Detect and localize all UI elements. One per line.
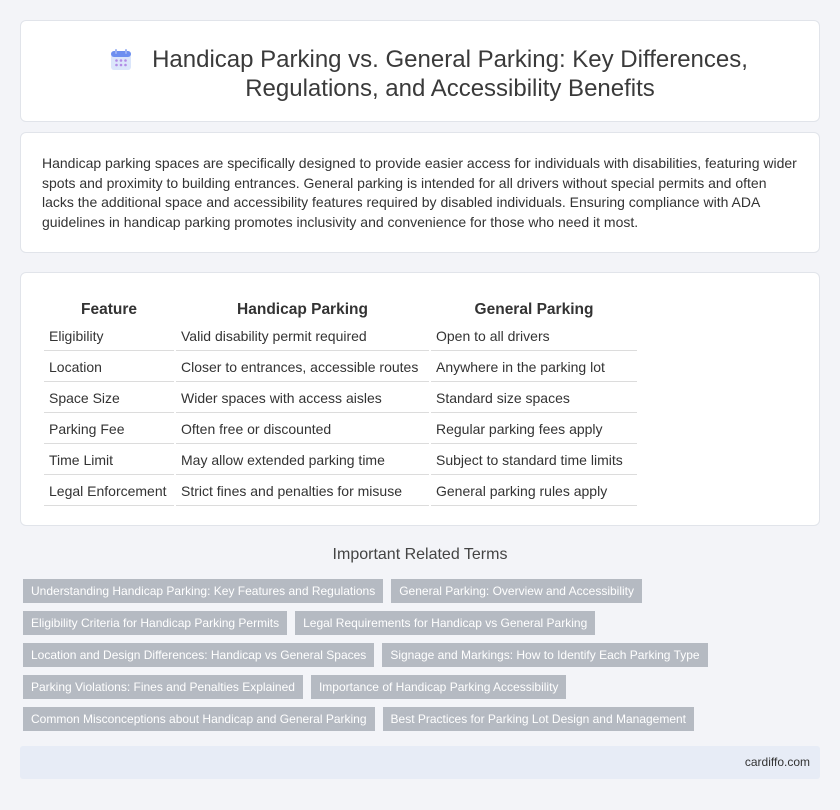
table-cell: Time Limit [44, 446, 174, 475]
table-cell: Closer to entrances, accessible routes [176, 353, 429, 382]
related-term-link[interactable]: Legal Requirements for Handicap vs General Parking [295, 611, 595, 635]
related-terms-list [23, 579, 823, 739]
table-row [44, 477, 637, 506]
table-cell: Location [44, 353, 174, 382]
tag-row [23, 675, 823, 699]
column-header: General Parking [474, 300, 594, 318]
footer-site-link[interactable]: cardiffo.com [744, 755, 810, 769]
table-cell: Strict fines and penalties for misuse [176, 477, 429, 506]
related-term-link[interactable]: Understanding Handicap Parking: Key Features and Regulations [23, 579, 383, 603]
column-header: Feature [81, 300, 137, 318]
table-cell: Open to all drivers [431, 322, 637, 351]
related-term-link[interactable]: Parking Violations: Fines and Penalties Explained [23, 675, 303, 699]
table-cell: Regular parking fees apply [431, 415, 637, 444]
column-header: Handicap Parking [237, 300, 368, 318]
table-row [44, 384, 637, 413]
table-row [44, 446, 637, 475]
table-cell: Wider spaces with access aisles [176, 384, 429, 413]
table-cell: General parking rules apply [431, 477, 637, 506]
title-wrap [21, 45, 819, 103]
tag-row [23, 579, 823, 603]
table-cell: Valid disability permit required [176, 322, 429, 351]
intro-card [20, 132, 820, 253]
tag-row [23, 643, 823, 667]
table-cell: Space Size [44, 384, 174, 413]
tag-row [23, 611, 823, 635]
intro-text: Handicap parking spaces are specifically designed to provide easier access for individuals with disabilities, featuring wider spots and proximity to building entrances. General parking is intended for all drivers without special permits and often lacks the additional space and accessibility features required by disabled individuals. Ensuring compliance with ADA guidelines in handicap parking promotes inclusivity and convenience for those who need it most. [42, 155, 797, 230]
comparison-table-card [20, 272, 820, 526]
page-title: Handicap Parking vs. General Parking: Key Differences, Regulations, and Accessibility Benefits [152, 46, 748, 102]
table-cell: Often free or discounted [176, 415, 429, 444]
table-cell: Parking Fee [44, 415, 174, 444]
footer [20, 746, 820, 779]
table-header-row [44, 298, 637, 320]
comparison-table [42, 296, 639, 508]
related-term-link[interactable]: Importance of Handicap Parking Accessibility [311, 675, 566, 699]
tag-row [23, 707, 823, 731]
calendar-icon [109, 48, 133, 72]
related-term-link[interactable]: General Parking: Overview and Accessibility [391, 579, 642, 603]
related-term-link[interactable]: Location and Design Differences: Handicap vs General Spaces [23, 643, 374, 667]
table-row [44, 322, 637, 351]
table-row [44, 415, 637, 444]
table-cell: Eligibility [44, 322, 174, 351]
table-cell: Subject to standard time limits [431, 446, 637, 475]
table-cell: Anywhere in the parking lot [431, 353, 637, 382]
related-term-link[interactable]: Common Misconceptions about Handicap and General Parking [23, 707, 375, 731]
table-cell: May allow extended parking time [176, 446, 429, 475]
table-cell: Standard size spaces [431, 384, 637, 413]
related-term-link[interactable]: Signage and Markings: How to Identify Each Parking Type [382, 643, 707, 667]
table-cell: Legal Enforcement [44, 477, 174, 506]
related-term-link[interactable]: Eligibility Criteria for Handicap Parking Permits [23, 611, 287, 635]
related-terms-heading: Important Related Terms [332, 546, 508, 563]
table-row [44, 353, 637, 382]
related-term-link[interactable]: Best Practices for Parking Lot Design and Management [383, 707, 695, 731]
title-card [20, 20, 820, 122]
